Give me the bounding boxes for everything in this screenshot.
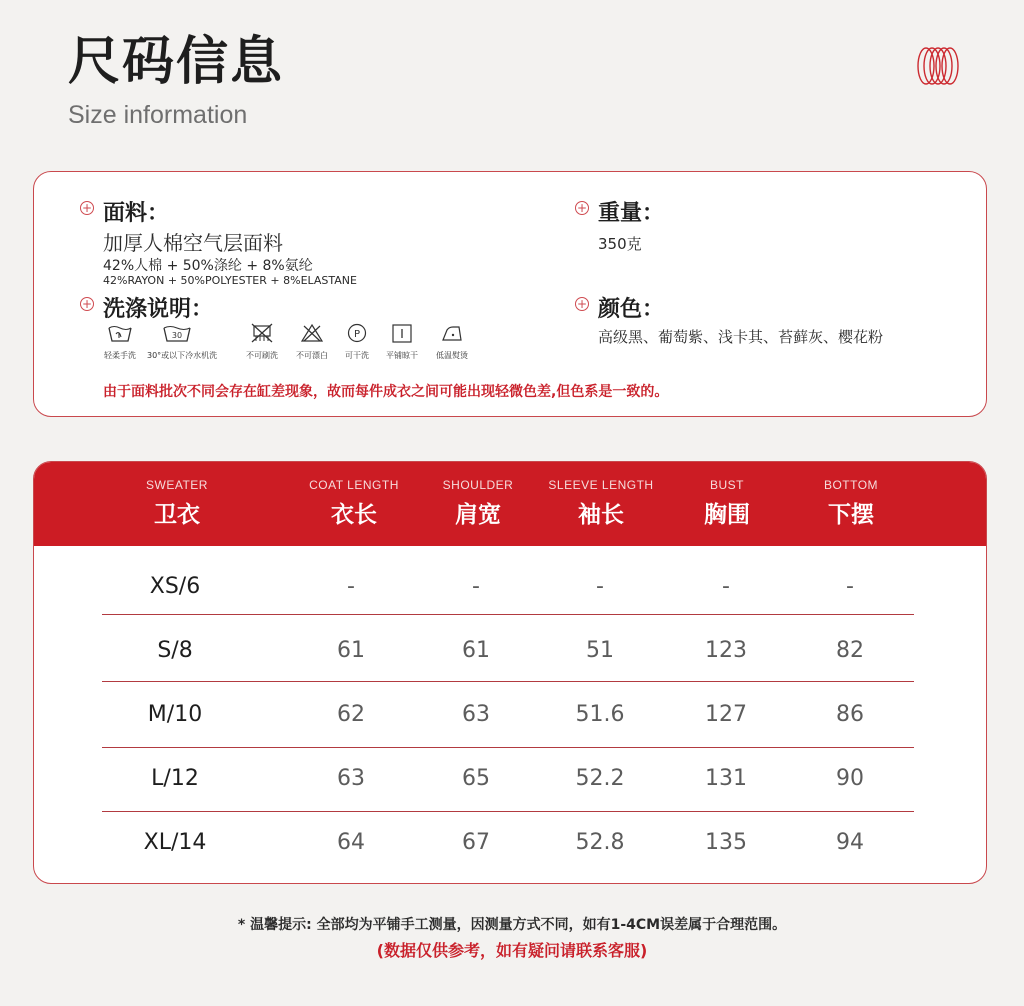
low-iron-icon (422, 323, 482, 361)
column-header-cn: 卫衣 (154, 502, 200, 528)
column-header-cn: 下摆 (828, 502, 874, 528)
column-header-en: BOTTOM (823, 478, 879, 492)
bust-cell: 135 (705, 830, 747, 855)
care-label: 可干洗 (345, 351, 369, 360)
shoulder-cell: 63 (462, 702, 490, 727)
wash-temp: 30 (171, 331, 183, 340)
fabric-composition-cn: 42%人棉 + 50%涤纶 + 8%氨纶 (103, 258, 313, 274)
shoulder-cell: - (472, 574, 480, 599)
machine-wash-30-icon (147, 323, 218, 361)
table-row (102, 619, 914, 683)
plus-circle-icon: + (81, 297, 93, 311)
table-row (102, 683, 914, 747)
fabric-name: 加厚人棉空气层面料 (103, 231, 283, 255)
column-header (776, 478, 926, 529)
coat-length-cell: 61 (337, 638, 365, 663)
column-header-cn: 肩宽 (455, 502, 501, 528)
bust-cell: 127 (705, 702, 747, 727)
column-header-cn: 胸围 (704, 502, 750, 528)
bust-cell: - (722, 574, 730, 599)
table-header (34, 462, 986, 546)
sleeve-length-cell: 51 (586, 638, 614, 663)
column-header-en: COAT LENGTH (309, 478, 399, 492)
coat-length-cell: 64 (337, 830, 365, 855)
size-cell: XS/6 (149, 574, 201, 599)
weight-title: 重量： (598, 201, 665, 226)
color-title: 颜色： (598, 297, 665, 322)
fabric-composition-en: 42%RAYON + 50%POLYESTER + 8%ELASTANE (103, 274, 357, 287)
measurement-note: * 温馨提示: 全部均为平铺手工测量，因测量方式不同，如有1-4CM误差属于合理范围。 (237, 917, 787, 933)
shoulder-cell: 67 (462, 830, 490, 855)
sleeve-length-cell: 52.8 (575, 830, 625, 855)
fabric-title: 面料： (103, 201, 170, 226)
coat-length-cell: 62 (337, 702, 365, 727)
row-divider (102, 614, 914, 615)
page-subtitle: Size information (68, 101, 248, 129)
care-label: 平铺晾干 (386, 351, 418, 360)
sleeve-length-cell: 51.6 (575, 702, 625, 727)
bottom-cell: 82 (836, 638, 864, 663)
row-divider (102, 681, 914, 682)
coat-length-cell: 63 (337, 766, 365, 791)
care-label: 不可刷洗 (246, 351, 278, 360)
column-header (102, 478, 252, 529)
size-cell: L/12 (151, 766, 199, 791)
table-row (102, 747, 914, 811)
dry-clean-letter: P (353, 329, 361, 340)
care-label: 低温熨烫 (436, 351, 468, 360)
table-row (102, 555, 914, 619)
column-header-en: SLEEVE LENGTH (548, 478, 654, 492)
sleeve-length-cell: - (596, 574, 604, 599)
shoulder-cell: 65 (462, 766, 490, 791)
bust-cell: 131 (705, 766, 747, 791)
color-values: 高级黑、葡萄紫、浅卡其、苔藓灰、樱花粉 (598, 328, 884, 346)
page-title: 尺码信息 (68, 32, 285, 92)
column-header-cn: 袖长 (578, 502, 624, 528)
rings-icon (916, 44, 960, 92)
reference-note: (数据仅供参考，如有疑问请联系客服) (376, 941, 648, 960)
wash-title: 洗涤说明： (103, 297, 214, 322)
size-cell: M/10 (147, 702, 203, 727)
hand-wash-icon (90, 323, 150, 361)
sleeve-length-cell: 52.2 (575, 766, 625, 791)
table-row (102, 811, 914, 875)
bottom-cell: 94 (836, 830, 864, 855)
column-header-en: SHOULDER (442, 478, 514, 492)
bust-cell: 123 (705, 638, 747, 663)
bottom-cell: - (846, 574, 854, 599)
size-cell: XL/14 (143, 830, 207, 855)
column-header-en: SWEATER (146, 478, 208, 492)
color-difference-notice: 由于面料批次不同会存在缸差现象，故而每件成衣之间可能出现轻微色差,但色系是一致的。 (103, 384, 669, 400)
shoulder-cell: 61 (462, 638, 490, 663)
care-label: 30°或以下冷水机洗 (147, 351, 218, 360)
care-label: 不可漂白 (296, 351, 328, 360)
size-cell: S/8 (157, 638, 193, 663)
coat-length-cell: - (347, 574, 355, 599)
column-header-cn: 衣长 (331, 502, 377, 528)
plus-circle-icon: + (576, 201, 588, 215)
plus-circle-icon: + (81, 201, 93, 215)
column-header-en: BUST (709, 478, 744, 492)
plus-circle-icon: + (576, 297, 588, 311)
weight-value: 350克 (598, 235, 642, 253)
bottom-cell: 90 (836, 766, 864, 791)
bottom-cell: 86 (836, 702, 864, 727)
care-label: 轻柔手洗 (104, 351, 136, 360)
